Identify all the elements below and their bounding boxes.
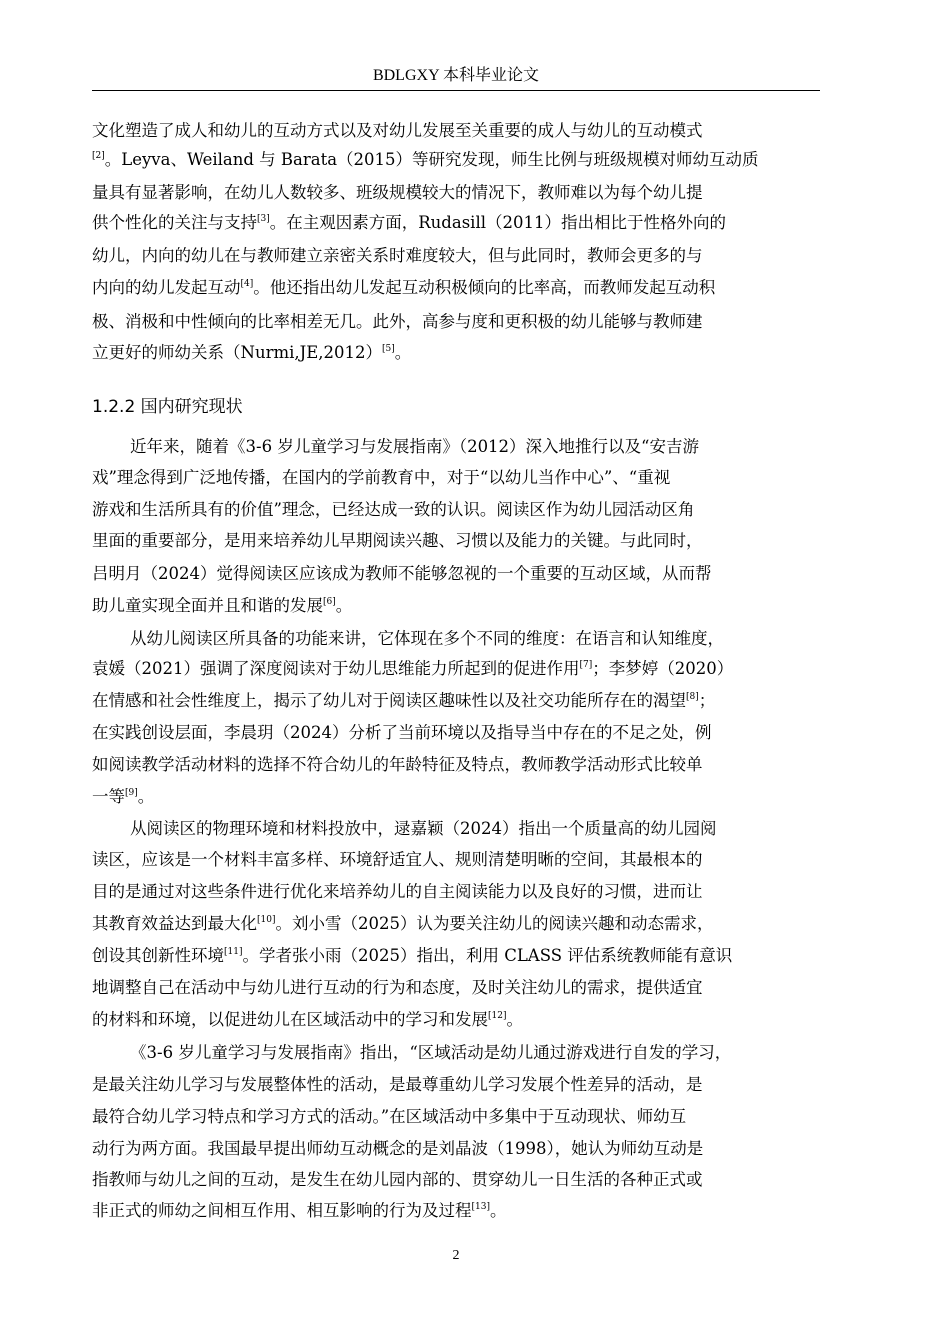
line-text: 文化塑造了成人和幼儿的互动方式以及对幼儿发展至关重要的成人与幼儿的互动模式 xyxy=(92,121,703,140)
line-text: 从幼儿阅读区所具备的功能来讲，它体现在多个不同的维度：在语言和认知维度， xyxy=(130,629,724,648)
text-line xyxy=(130,1042,870,1064)
text-line xyxy=(130,628,870,650)
text-line xyxy=(92,342,832,364)
text-line xyxy=(92,563,832,585)
citation-ref: [8] xyxy=(686,692,699,702)
line-text: 袁媛（2021）强调了深度阅读对于幼儿思维能力所起到的促进作用 xyxy=(92,659,580,678)
line-text-tail: 。刘小雪（2025）认为要关注幼儿的阅读兴趣和动态需求， xyxy=(275,914,714,933)
line-text: 动行为两方面。我国最早提出师幼互动概念的是刘晶波（1998），她认为师幼互动是 xyxy=(92,1139,704,1158)
line-text: 戏”理念得到广泛地传播，在国内的学前教育中，对于“以幼儿当作中心”、“重视 xyxy=(92,468,671,487)
citation-ref: [3] xyxy=(257,214,270,224)
line-text: 地调整自己在活动中与幼儿进行互动的行为和态度，及时关注幼儿的需求，提供适宜 xyxy=(92,978,703,997)
citation-ref: [9] xyxy=(125,788,138,798)
text-line xyxy=(92,1200,832,1222)
citation-ref: [10] xyxy=(257,915,276,925)
text-line xyxy=(92,530,832,552)
line-text-tail: 。 xyxy=(137,787,155,806)
text-line xyxy=(130,436,870,458)
line-text: 在情感和社会性维度上，揭示了幼儿对于阅读区趣味性以及社交功能所存在的渴望 xyxy=(92,691,686,710)
citation-ref: [6] xyxy=(323,597,336,607)
text-line xyxy=(92,499,832,521)
text-line xyxy=(130,818,870,840)
text-line xyxy=(92,722,832,744)
line-text-tail: 。 xyxy=(489,1201,507,1220)
line-text-tail: 。在主观因素方面，Rudasill（2011）指出相比于性格外向的 xyxy=(269,213,726,232)
line-text-tail: 。他还指出幼儿发起互动积极倾向的比率高，而教师发起互动积 xyxy=(253,278,716,297)
line-text-tail: 。 xyxy=(335,596,353,615)
citation-ref: [2] xyxy=(92,151,105,161)
text-line xyxy=(92,945,832,967)
line-text-tail: ； xyxy=(698,691,716,710)
header-rule xyxy=(92,90,820,91)
citation-ref: [4] xyxy=(240,279,254,289)
line-text: 幼儿，内向的幼儿在与教师建立亲密关系时难度较大，但与此同时，教师会更多的与 xyxy=(92,246,703,265)
line-text: 供个性化的关注与支持 xyxy=(92,213,257,232)
line-text: 的材料和环境，以促进幼儿在区域活动中的学习和发展 xyxy=(92,1010,488,1029)
line-text: 里面的重要部分，是用来培养幼儿早期阅读兴趣、习惯以及能力的关键。与此同时， xyxy=(92,531,703,550)
line-text: 其教育效益达到最大化 xyxy=(92,914,257,933)
line-text: 内向的幼儿发起互动 xyxy=(92,278,241,297)
line-text: 极、消极和中性倾向的比率相差无几。此外，高参与度和更积极的幼儿能够与教师建 xyxy=(92,312,703,331)
text-line xyxy=(92,467,832,489)
text-line xyxy=(92,786,832,808)
citation-ref: [7] xyxy=(579,660,593,670)
text-line xyxy=(92,1106,832,1128)
line-text: 是最关注幼儿学习与发展整体性的活动，是最尊重幼儿学习发展个性差异的活动，是 xyxy=(92,1075,703,1094)
line-text: 助儿童实现全面并且和谐的发展 xyxy=(92,596,323,615)
line-text: 指教师与幼儿之间的互动，是发生在幼儿园内部的、贯穿幼儿一日生活的各种正式或 xyxy=(92,1170,703,1189)
line-text: 目的是通过对这些条件进行优化来培养幼儿的自主阅读能力以及良好的习惯，进而让 xyxy=(92,882,703,901)
text-line xyxy=(92,977,832,999)
line-text: 最符合幼儿学习特点和学习方式的活动。”在区域活动中多集中于互动现状、师幼互 xyxy=(92,1107,687,1126)
line-text-tail: 。学者张小雨（2025）指出，利用 CLASS 评估系统教师能有意识 xyxy=(242,946,733,965)
line-text: 量具有显著影响，在幼儿人数较多、班级规模较大的情况下，教师难以为每个幼儿提 xyxy=(92,183,703,202)
text-line xyxy=(92,311,832,333)
text-line xyxy=(92,1138,832,1160)
text-line xyxy=(92,595,832,617)
line-text-tail: ；李梦婷（2020） xyxy=(592,659,734,678)
citation-ref: [13] xyxy=(471,1202,490,1212)
line-text-tail: 。 xyxy=(506,1010,523,1029)
citation-ref: [11] xyxy=(224,947,243,957)
text-line xyxy=(92,913,832,935)
line-text: 在实践创设层面，李晨玥（2024）分析了当前环境以及指导当中存在的不足之处，例 xyxy=(92,723,712,742)
line-text: 一等 xyxy=(92,787,125,806)
line-text-tail: 。 xyxy=(394,343,412,362)
line-text: 《3-6 岁儿童学习与发展指南》指出，“区域活动是幼儿通过游戏进行自发的学习， xyxy=(130,1043,732,1062)
text-line xyxy=(92,849,832,871)
line-text: 创设其创新性环境 xyxy=(92,946,224,965)
citation-ref: [12] xyxy=(488,1011,507,1021)
line-text: 吕明月（2024）觉得阅读区应该成为教师不能够忽视的一个重要的互动区域，从而帮 xyxy=(92,564,712,583)
line-text: 非正式的师幼之间相互作用、相互影响的行为及过程 xyxy=(92,1201,472,1220)
text-line xyxy=(92,182,832,204)
text-line xyxy=(92,1009,832,1031)
line-text: 从阅读区的物理环境和材料投放中，逯嘉颖（2024）指出一个质量高的幼儿园阅 xyxy=(130,819,717,838)
page-number: 2 xyxy=(452,1248,460,1263)
text-line xyxy=(92,1169,832,1191)
text-line xyxy=(92,277,832,299)
text-line xyxy=(92,658,832,680)
text-line xyxy=(92,881,832,903)
text-line xyxy=(92,754,832,776)
citation-ref: [5] xyxy=(382,344,395,354)
text-line xyxy=(92,149,832,171)
line-text: 立更好的师幼关系（Nurmi,JE,2012） xyxy=(92,343,383,362)
line-text-tail: 。Leyva、Weiland 与 Barata（2015）等研究发现，师生比例与班级规模对师幼互动质 xyxy=(104,150,759,169)
text-line xyxy=(92,245,832,267)
line-text: 游戏和生活所具有的价值”理念，已经达成一致的认识。阅读区作为幼儿园活动区角 xyxy=(92,500,695,519)
line-text: 近年来，随着《3-6 岁儿童学习与发展指南》（2012）深入地推行以及“安吉游 xyxy=(130,437,699,456)
text-line xyxy=(92,212,832,234)
text-line xyxy=(92,120,832,142)
section-heading: 1.2.2 国内研究现状 xyxy=(92,397,243,417)
page-header: BDLGXY 本科毕业论文 xyxy=(372,67,540,84)
line-text: 读区，应该是一个材料丰富多样、环境舒适宜人、规则清楚明晰的空间，其最根本的 xyxy=(92,850,703,869)
text-line xyxy=(92,1074,832,1096)
line-text: 如阅读教学活动材料的选择不符合幼儿的年龄特征及特点，教师教学活动形式比较单 xyxy=(92,755,703,774)
text-line xyxy=(92,690,832,712)
